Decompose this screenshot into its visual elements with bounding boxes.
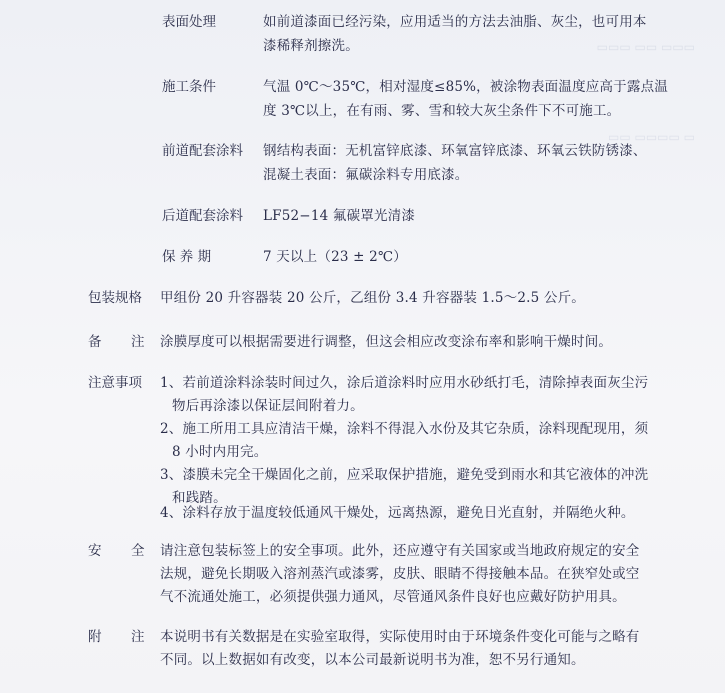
show-through-1: ▭▭▭ ▭▭ ▭▭▭ — [596, 40, 695, 54]
precaution-1-line-1: 1、若前道涂料涂装时间过久，涂后道涂料时应用水砂纸打毛，清除掉表面灰尘污 — [160, 375, 649, 391]
label-surface-treatment: 表面处理 — [162, 14, 216, 30]
label-appendix-char-1: 附 — [88, 629, 102, 645]
label-precautions: 注意事项 — [88, 375, 142, 391]
show-through-2: ▭▭ ▭▭▭▭ ▭ — [608, 130, 695, 144]
surface-treatment-line-1: 如前道漆面已经污染，应用适当的方法去油脂、灰尘，也可用本 — [263, 14, 647, 30]
surface-treatment-line-2: 漆稀释剂擦洗。 — [263, 38, 359, 54]
label-packaging: 包装规格 — [88, 290, 142, 306]
application-conditions-line-2: 度 3℃以上，在有雨、雾、雪和较大灰尘条件下不可施工。 — [263, 103, 621, 119]
label-remark-char-1: 备 — [88, 334, 102, 350]
precaution-2-line-2: 8 小时内用完。 — [172, 444, 268, 460]
safety-line-3: 气不流通处施工，必须提供强力通风，尽管通风条件良好也应戴好防护用具。 — [160, 589, 626, 605]
label-safety-char-1: 安 — [88, 543, 102, 559]
remark-text: 涂膜厚度可以根据需要进行调整，但这会相应改变涂布率和影响干燥时间。 — [160, 334, 613, 350]
appendix-line-2: 不同。以上数据如有改变，以本公司最新说明书为准，恕不另行通知。 — [160, 652, 585, 668]
precaution-3-line-2: 和践踏。 — [172, 490, 227, 506]
primer-system-line-2: 混凝土表面：氟碳涂料专用底漆。 — [263, 167, 469, 183]
topcoat-system-text: LF52−14 氟碳罩光清漆 — [263, 208, 416, 224]
label-remark-char-2: 注 — [131, 334, 145, 350]
primer-system-line-1: 钢结构表面：无机富锌底漆、环氧富锌底漆、环氧云铁防锈漆、 — [263, 143, 647, 159]
precaution-1-line-2: 物后再涂漆以保证层间附着力。 — [172, 398, 364, 414]
label-topcoat-system: 后道配套涂料 — [162, 208, 243, 224]
precaution-4-line-1: 4、涂料存放于温度较低通风干燥处，远离热源，避免日光直射，并隔绝火种。 — [160, 505, 635, 521]
label-primer-system: 前道配套涂料 — [162, 143, 243, 159]
safety-line-2: 法规，避免长期吸入溶剂蒸汽或漆雾，皮肤、眼睛不得接触本品。在狭窄处或空 — [160, 566, 640, 582]
label-safety-char-2: 全 — [131, 543, 145, 559]
label-appendix-char-2: 注 — [131, 629, 145, 645]
precaution-2-line-1: 2、施工所用工具应清洁干燥，涂料不得混入水份及其它杂质，涂料现配现用，须 — [160, 421, 649, 437]
curing-period-text: 7 天以上（23 ± 2℃） — [263, 249, 407, 265]
label-curing-period: 保 养 期 — [162, 249, 212, 265]
appendix-line-1: 本说明书有关数据是在实验室取得，实际使用时由于环境条件变化可能与之略有 — [160, 629, 640, 645]
label-application-conditions: 施工条件 — [162, 79, 216, 95]
packaging-text: 甲组份 20 升容器装 20 公斤，乙组份 3.4 升容器装 1.5～2.5 公斤。 — [160, 290, 585, 306]
application-conditions-line-1: 气温 0℃～35℃，相对湿度≤85%，被涂物表面温度应高于露点温 — [263, 79, 668, 95]
safety-line-1: 请注意包装标签上的安全事项。此外，还应遵守有关国家或当地政府规定的安全 — [160, 543, 640, 559]
precaution-3-line-1: 3、漆膜未完全干燥固化之前，应采取保护措施，避免受到雨水和其它液体的冲洗 — [160, 467, 649, 483]
